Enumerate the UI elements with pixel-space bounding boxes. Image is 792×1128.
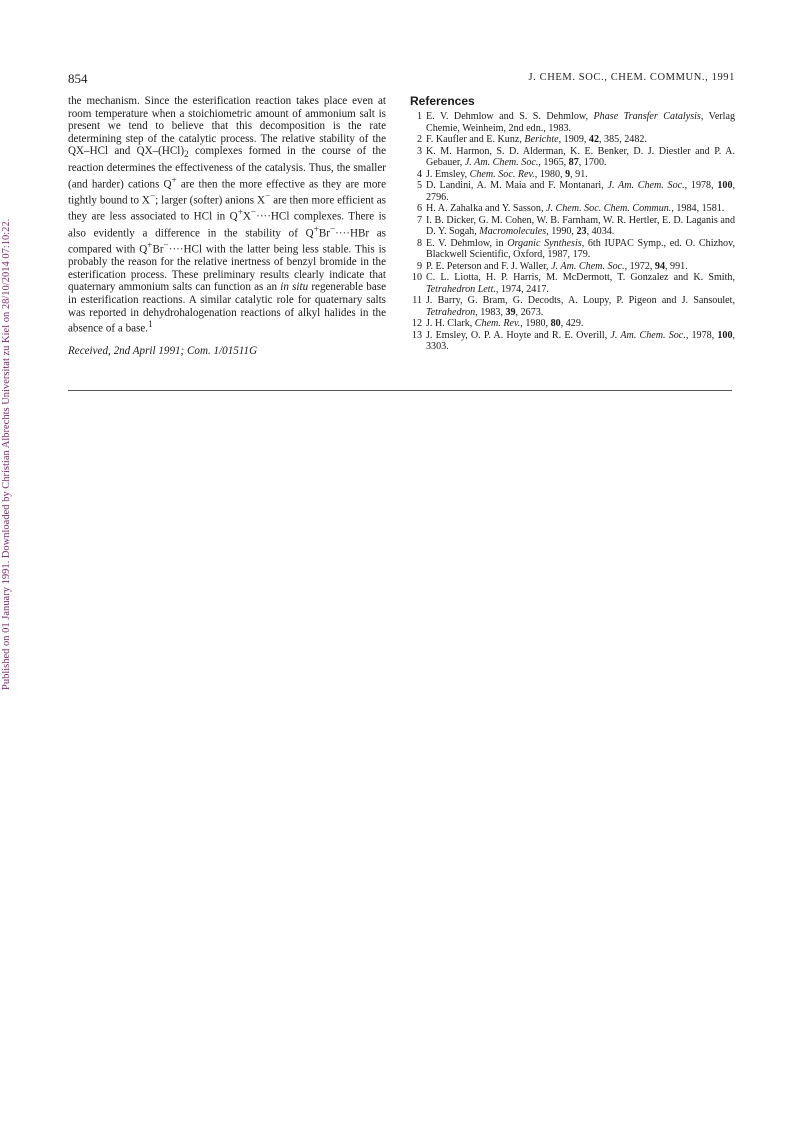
page-number: 854	[68, 71, 88, 86]
reference-item	[410, 203, 735, 215]
reference-text: P. E. Peterson and F. J. Waller, J. Am. Chem. Soc., 1972, 94, 991.	[426, 260, 688, 272]
reference-number: 3	[416, 145, 422, 157]
running-head: J. CHEM. SOC., CHEM. COMMUN., 1991	[528, 72, 735, 83]
reference-text: E. V. Dehmlow and S. S. Dehmlow, Phase Transfer Catalysis, Verlag Chemie, Weinheim, 2nd edn., 1983.	[426, 111, 735, 134]
reference-text: J. Emsley, Chem. Soc. Rev., 1980, 9, 91.	[426, 168, 588, 180]
reference-item	[410, 180, 735, 203]
reference-item	[410, 134, 735, 146]
reference-item	[410, 238, 735, 261]
bottom-rule	[68, 390, 732, 391]
reference-item	[410, 215, 735, 238]
reference-number: 2	[416, 134, 422, 145]
reference-number: 13	[411, 329, 422, 341]
body-paragraph: the mechanism. Since the esterification reaction takes place even at room temperature when a stoichiometric amount of ammonium salt is present we tend to believe that this decomposition is the rate determining step of the catalytic process. The relative stability of the QX–HCl and $QX-(HCl)_2$ complexes formed in the course of the reaction determines the effectiveness of the catalysis. Thus, the smaller (and harder) cations Q+ are then the more effective as they are more tightly bound to X−; larger (softer) anions X− are then more efficient as they are less associated to HCl in Q+X−····HCl complexes. There is also evidently a difference in the stability of Q+Br−····HBr as compared with Q+Br−····HCl with the latter being less stable. This is probably the reason for the relative inertness of benzyl bromide in the esterification process. These preliminary results clearly indicate that quaternary ammonium salts can function as an in situ regenerable base in esterification reactions. A similar catalytic role for quaternary salts was reported in dehydrohalogenation reactions of alkyl halides in the absence of a base.$^1$	[68, 95, 386, 335]
reference-text: D. Landini, A. M. Maia and F. Montanari, J. Am. Chem. Soc., 1978, 100, 2796.	[426, 180, 736, 203]
references-heading: References	[410, 94, 475, 108]
reference-item	[410, 261, 735, 273]
reference-number: 12	[411, 318, 422, 329]
reference-text: E. V. Dehmlow, in Organic Synthesis, 6th IUPAC Symp., ed. O. Chizhov, Blackwell Scientific, Oxford, 1987, 179.	[426, 237, 736, 260]
reference-number: 7	[416, 214, 422, 226]
reference-number: 10	[411, 272, 422, 283]
reference-item	[410, 146, 735, 169]
reference-text: I. B. Dicker, G. M. Cohen, W. B. Farnham, W. R. Hertler, E. D. Laganis and D. Y. Sogah, Macromolecules, 1990, 23, 4034.	[426, 214, 735, 237]
reference-text: J. Barry, G. Bram, G. Decodts, A. Loupy, P. Pigeon and J. Sansoulet, Tetrahedron, 1983, 39, 2673.	[426, 295, 735, 318]
body-text-column	[68, 95, 386, 358]
reference-text: J. Emsley, O. P. A. Hoyte and R. E. Overill, J. Am. Chem. Soc., 1978, 100, 3303.	[426, 329, 736, 352]
reference-number: 5	[416, 180, 422, 191]
reference-item	[410, 272, 735, 295]
reference-number: 1	[416, 111, 422, 122]
reference-item	[410, 330, 735, 353]
reference-number: 4	[416, 168, 422, 180]
reference-number: 9	[416, 260, 422, 272]
reference-number: 11	[412, 295, 422, 306]
reference-text: F. Kaufler and E. Kunz, Berichte, 1909, 42, 385, 2482.	[426, 134, 647, 145]
reference-number: 6	[416, 203, 422, 214]
reference-text: J. H. Clark, Chem. Rev., 1980, 80, 429.	[426, 318, 584, 329]
download-notice-text: Published on 01 January 1991. Downloaded by Christian Albrechts Universitat zu Kiel on 28/10/2014 07:10:22.	[1, 218, 12, 690]
reference-number: 8	[416, 237, 422, 249]
received-line: Received, 2nd April 1991; Com. 1/01511G	[68, 345, 258, 358]
reference-text: C. L. Liotta, H. P. Harris, M. McDermott, T. Gonzalez and K. Smith, Tetrahedron Lett., 1974, 2417.	[426, 272, 735, 295]
reference-item	[410, 111, 735, 134]
reference-item	[410, 169, 735, 181]
reference-text: H. A. Zahalka and Y. Sasson, J. Chem. Soc. Chem. Commun., 1984, 1581.	[426, 203, 725, 214]
reference-list	[410, 111, 735, 353]
reference-text: K. M. Harmon, S. D. Alderman, K. E. Benker, D. J. Diestler and P. A. Gebauer, J. Am. Chem. Soc., 1965, 87, 1700.	[426, 145, 735, 168]
reference-item	[410, 295, 735, 318]
reference-item	[410, 318, 735, 330]
download-notice-sidebar	[0, 0, 22, 700]
references-section	[410, 94, 735, 353]
